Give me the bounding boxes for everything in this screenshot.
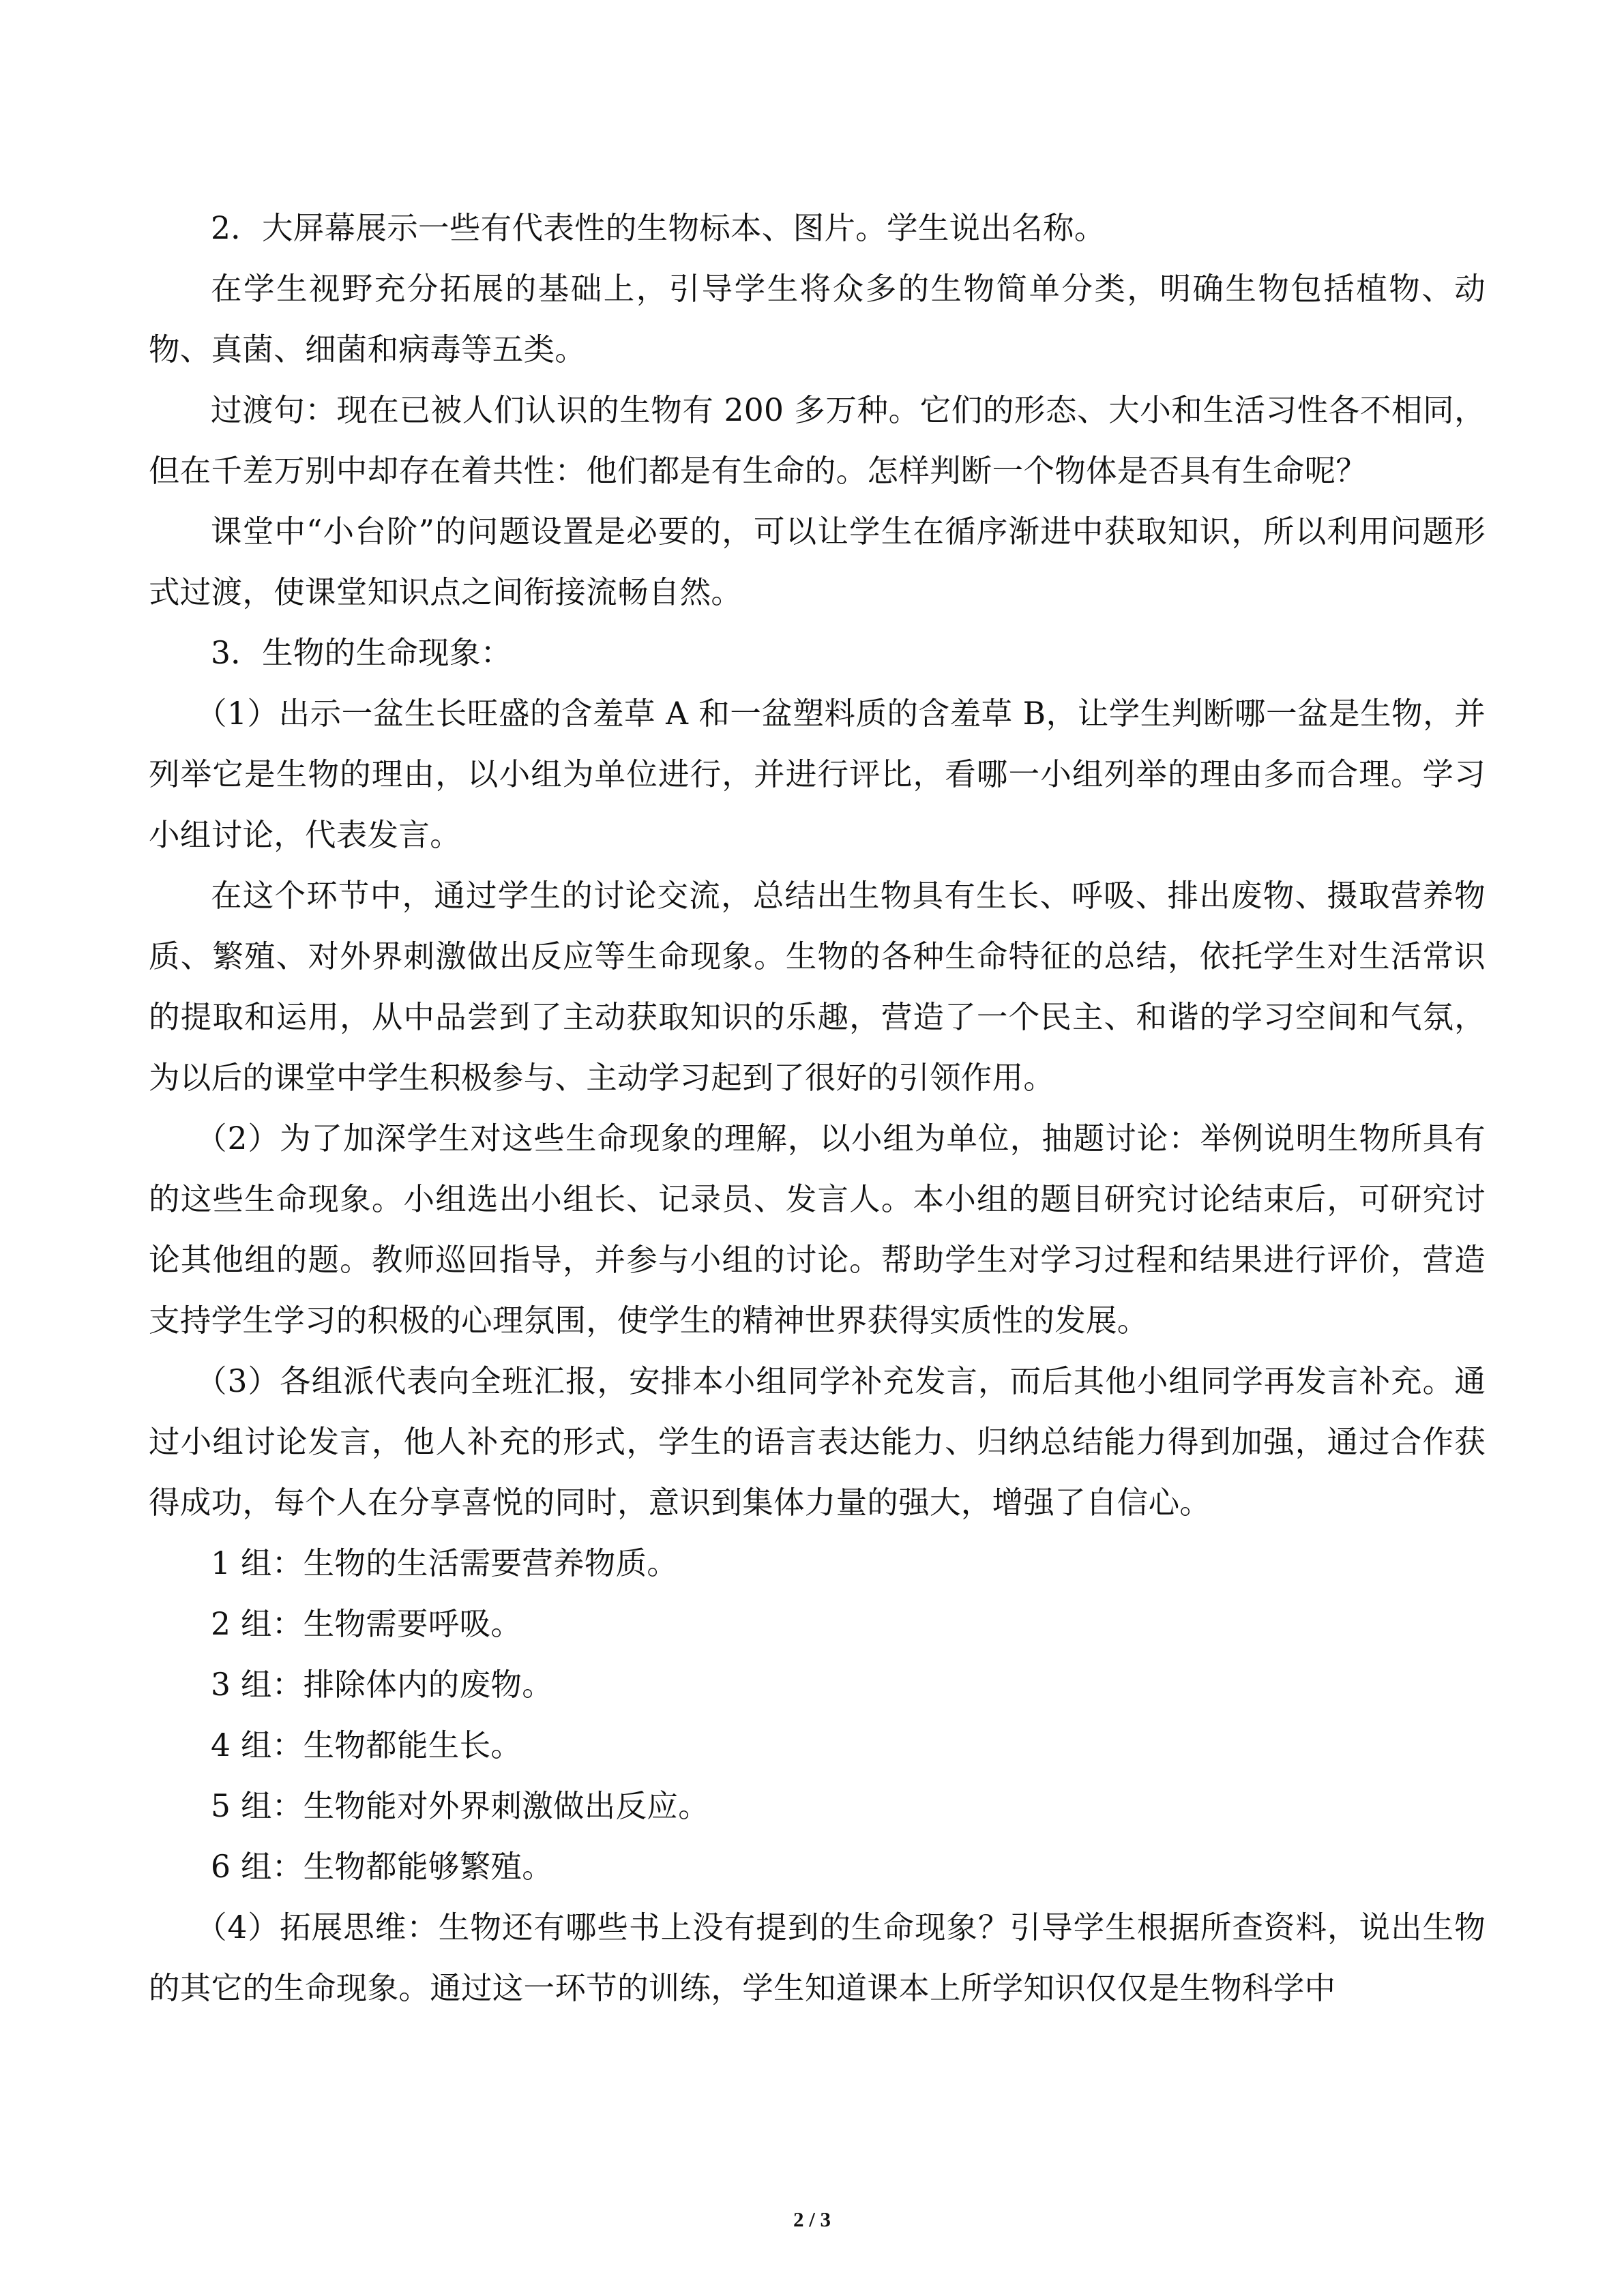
- paragraph-small-steps: 课堂中“小台阶”的问题设置是必要的，可以让学生在循序渐进中获取知识，所以利用问题形式过渡，使课堂知识点之间衔接流畅自然。: [149, 513, 1486, 610]
- section-heading-life-phenomena: 3．生物的生命现象：: [211, 635, 512, 671]
- paragraph-item-1: （1）出示一盆生长旺盛的含羞草 A 和一盆塑料质的含羞草 B，让学生判断哪一盆是生物，并列举它是生物的理由，以小组为单位进行，并进行评比，看哪一小组列举的理由多而合理。学习小组讨论，代表发言。: [149, 696, 1486, 853]
- paragraph-item-3: （3）各组派代表向全班汇报，安排本小组同学补充发言，而后其他小组同学再发言补充。通过小组讨论发言，他人补充的形式，学生的语言表达能力、归纳总结能力得到加强，通过合作获得成功，每个人在分享喜悦的同时，意识到集体力量的强大，增强了自信心。: [149, 1363, 1486, 1521]
- group-line-5: 5 组：生物能对外界刺激做出反应。: [211, 1788, 710, 1824]
- group-line-3: 3 组：排除体内的废物。: [211, 1667, 554, 1703]
- group-line-2: 2 组：生物需要呼吸。: [211, 1606, 522, 1642]
- group-line-4: 4 组：生物都能生长。: [211, 1727, 522, 1763]
- group-line-6: 6 组：生物都能够繁殖。: [211, 1849, 554, 1885]
- paragraph-classification: 在学生视野充分拓展的基础上，引导学生将众多的生物简单分类，明确生物包括植物、动物、真菌、细菌和病毒等五类。: [149, 271, 1486, 368]
- paragraph-discussion-summary: 在这个环节中，通过学生的讨论交流，总结出生物具有生长、呼吸、排出废物、摄取营养物质、繁殖、对外界刺激做出反应等生命现象。生物的各种生命特征的总结，依托学生对生活常识的提取和运用，从中品尝到了主动获取知识的乐趣，营造了一个民主、和谐的学习空间和气氛，为以后的课堂中学生积极参与、主动学习起到了很好的引领作用。: [149, 878, 1486, 1096]
- page-number: 2 / 3: [793, 2207, 831, 2231]
- paragraph-item-2: （2）为了加深学生对这些生命现象的理解，以小组为单位，抽题讨论：举例说明生物所具有的这些生命现象。小组选出小组长、记录员、发言人。本小组的题目研究讨论结束后，可研究讨论其他组的题。教师巡回指导，并参与小组的讨论。帮助学生对学习过程和结果进行评价，营造支持学生学习的积极的心理氛围，使学生的精神世界获得实质性的发展。: [149, 1120, 1486, 1339]
- paragraph-item-4: （4）拓展思维：生物还有哪些书上没有提到的生命现象？引导学生根据所查资料，说出生物的其它的生命现象。通过这一环节的训练，学生知道课本上所学知识仅仅是生物科学中: [149, 1909, 1486, 2006]
- paragraph-specimens: 2．大屏幕展示一些有代表性的生物标本、图片。学生说出名称。: [211, 210, 1106, 246]
- paragraph-transition: 过渡句：现在已被人们认识的生物有 200 多万种。它们的形态、大小和生活习性各不相同，但在千差万别中却存在着共性：他们都是有生命的。怎样判断一个物体是否具有生命呢？: [149, 392, 1486, 489]
- group-line-1: 1 组：生物的生活需要营养物质。: [211, 1545, 679, 1581]
- document-body: [149, 198, 1486, 2018]
